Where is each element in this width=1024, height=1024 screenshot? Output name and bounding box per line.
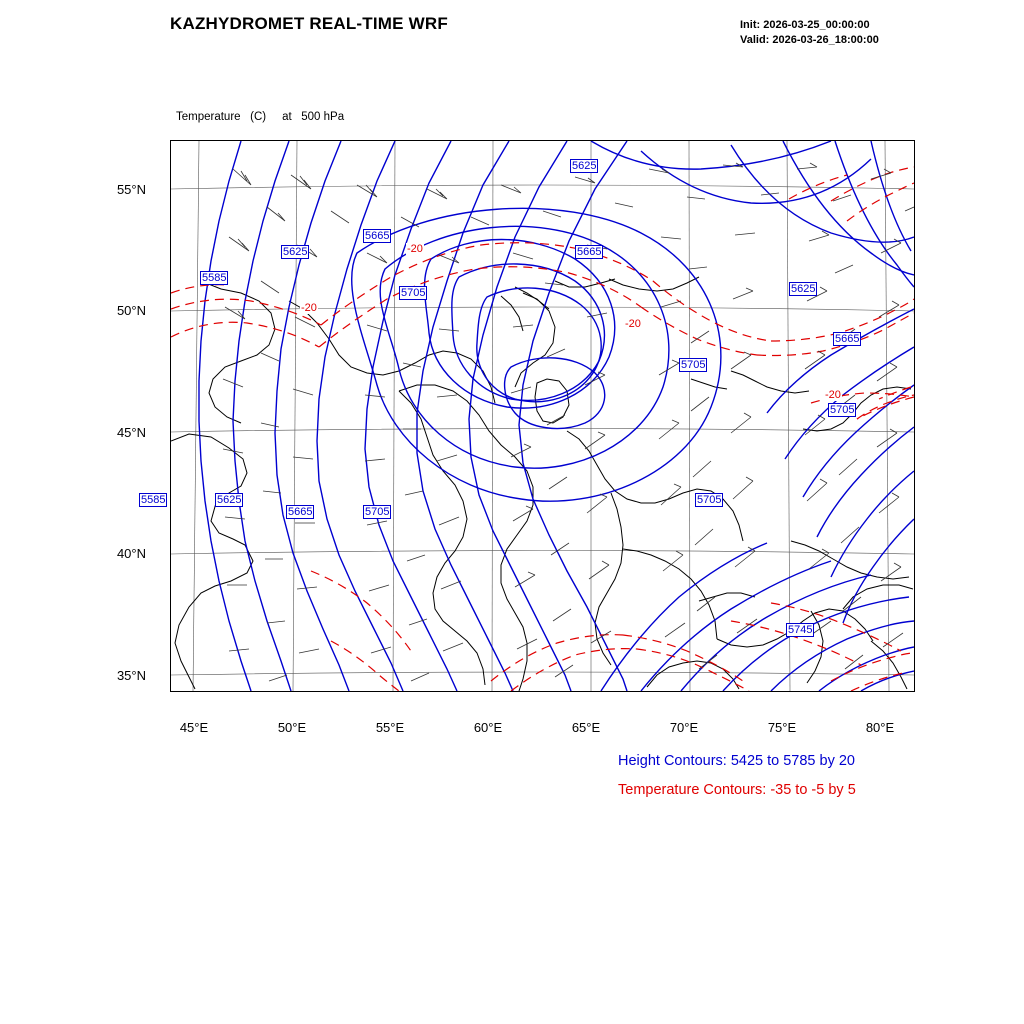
init-time: Init: 2026-03-25_00:00:00	[740, 19, 870, 31]
contour-label-height: 5705	[401, 287, 426, 299]
contour-label-temperature: -20	[825, 389, 841, 401]
ytick-45N: 45°N	[116, 425, 146, 440]
xtick-75E: 75°E	[767, 720, 797, 735]
map-plot-area	[170, 140, 915, 692]
contour-label-height: 5625	[572, 160, 597, 172]
legend-temperature-contours: Temperature Contours: -35 to -5 by 5	[618, 782, 856, 798]
contour-label-height: 5705	[830, 404, 855, 416]
ytick-55N: 55°N	[116, 182, 146, 197]
contour-label-height: 5665	[365, 230, 390, 242]
contour-label-height: 5665	[288, 506, 313, 518]
contour-label-height: 5705	[681, 359, 706, 371]
contour-label-temperature: -20	[301, 302, 317, 314]
contour-label-height: 5585	[202, 272, 227, 284]
ytick-50N: 50°N	[116, 303, 146, 318]
contour-label-height: 5665	[835, 333, 860, 345]
legend-height-contours: Height Contours: 5425 to 5785 by 20	[618, 753, 855, 769]
contour-label-temperature: -20	[625, 318, 641, 330]
contour-label-height: 5585	[141, 494, 166, 506]
xtick-80E: 80°E	[865, 720, 895, 735]
valid-time: Valid: 2026-03-26_18:00:00	[740, 34, 879, 46]
contour-label-temperature: -20	[407, 243, 423, 255]
height-contours	[199, 141, 914, 691]
ytick-40N: 40°N	[116, 546, 146, 561]
graticule	[171, 141, 914, 691]
run-time-block	[740, 18, 879, 48]
xtick-50E: 50°E	[277, 720, 307, 735]
contour-label-height: 5625	[283, 246, 308, 258]
page-title: KAZHYDROMET REAL-TIME WRF	[170, 14, 448, 33]
contour-label-height: 5705	[365, 506, 390, 518]
xtick-70E: 70°E	[669, 720, 699, 735]
contour-label-height: 5745	[788, 624, 813, 636]
contour-label-height: 5625	[217, 494, 242, 506]
map-contour-svg	[171, 141, 914, 691]
xtick-60E: 60°E	[473, 720, 503, 735]
contour-label-height: 5705	[697, 494, 722, 506]
contour-label-height: 5665	[577, 246, 602, 258]
xtick-45E: 45°E	[179, 720, 209, 735]
ytick-35N: 35°N	[116, 668, 146, 683]
xtick-55E: 55°E	[375, 720, 405, 735]
variable-temperature: Temperature (C) at 500 hPa	[176, 111, 345, 123]
contour-label-height: 5625	[791, 283, 816, 295]
xtick-65E: 65°E	[571, 720, 601, 735]
